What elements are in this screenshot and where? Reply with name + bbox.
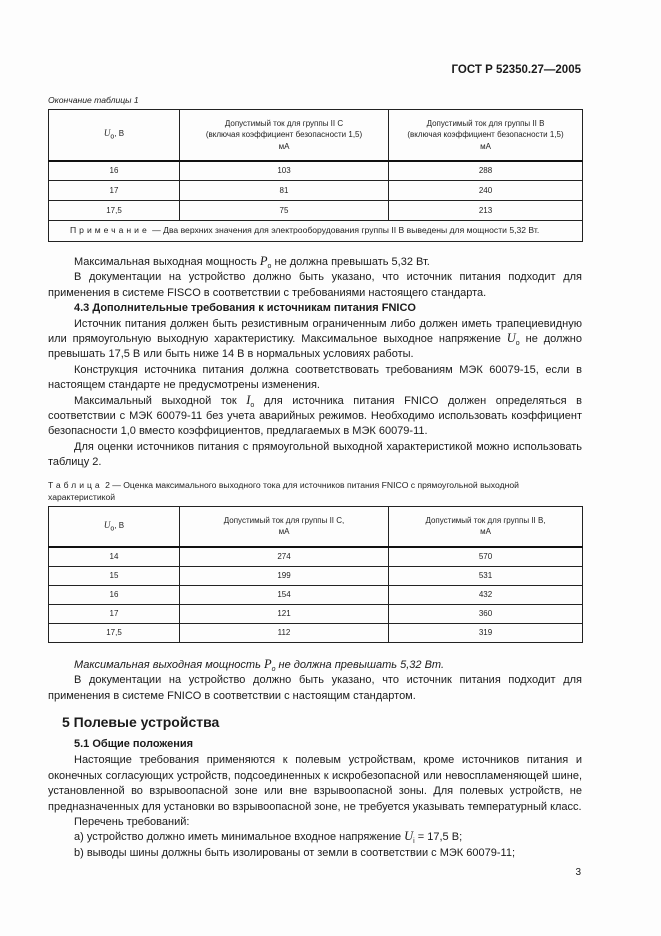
section-5-1-heading: 5.1 Общие положения <box>74 737 194 750</box>
section-4-3-heading: 4.3 Дополнительные требования к источникам питания FNICO <box>74 302 416 315</box>
paragraph: Максимальная выходная мощность $P_o$ не должна превышать 5,32 Вт. <box>74 254 430 271</box>
paragraph: Для оценки источников питания с прямоугольной выходной характеристикой можно использовать таблицу 2. <box>48 440 582 469</box>
table1-note: Примечание — Два верхних значения для электрооборудования группы II В выведены для мощности 5,32 Вт. <box>49 221 583 242</box>
table-row: 16 154 432 <box>49 585 583 604</box>
table1-header-voltage: $U_o$, В <box>49 110 180 161</box>
table-2 <box>48 506 583 643</box>
body-block-3 <box>48 737 582 861</box>
table2-caption: Таблица 2 — Оценка максимального выходного тока для источников питания FNICO с прямоугольной выходной характеристикой <box>48 479 519 502</box>
table2-header-group-iib: Допустимый ток для группы II В, мА <box>389 506 583 547</box>
paragraph: Конструкция источника питания должна соответствовать требованиям МЭК 60079-15, если в настоящем стандарте не предусмотрены изменения. <box>48 363 582 392</box>
document-header: ГОСТ Р 52350.27—2005 <box>451 64 581 76</box>
table-row: 15 199 531 <box>49 566 583 585</box>
paragraph: В документации на устройство должно быть указано, что источник питания подходит для применения в системе FNICO в соответствии с настоящим стандартом. <box>48 674 582 702</box>
paragraph: Перечень требований: <box>74 815 190 828</box>
paragraph: Источник питания должен быть резистивным ограниченным либо должен иметь трапециевидную или прямоугольную выходную характеристику. Максимальное выходное напряжение $U_o$ не должно превышать 17,5 В или быть ниже 14 В в нормальных условиях работы. <box>48 317 582 361</box>
paragraph: В документации на устройство должно быть указано, что источник питания подходит для применения в системе FISCO в соответствии с требованиями настоящего стандарта. <box>48 271 582 299</box>
paragraph: Максимальный выходной ток $I_o$ для источника питания FNICO должен определяться в соответствии с МЭК 60079-11 без учета аварийных режимов. Необходимо использовать коэффициент безопасности 1,0 вместо коэффициентов, предлагаемых в МЭК 60079-11. <box>48 392 583 438</box>
body-block-1 <box>48 255 582 471</box>
table-row: 17 121 360 <box>49 604 583 623</box>
page-number: 3 <box>575 867 581 879</box>
table-row: 16 103 288 <box>49 161 583 181</box>
paragraph: Максимальная выходная мощность $P_o$ не должна превышать 5,32 Вт. <box>74 656 444 673</box>
table1-caption: Окончание таблицы 1 <box>48 95 139 105</box>
table-1 <box>48 109 583 242</box>
list-item: b) выводы шины должны быть изолированы от земли в соответствии с МЭК 60079-11; <box>74 846 515 859</box>
table1-header-group-iic: Допустимый ток для группы II С (включая коэффициент безопасности 1,5) мА <box>180 110 389 161</box>
table-row: 17 81 240 <box>49 181 583 201</box>
list-item: a) устройство должно иметь минимальное входное напряжение $U_i = 17,5$ В; <box>74 829 463 846</box>
table-row: 17,5 75 213 <box>49 201 583 221</box>
document-page <box>48 0 583 898</box>
table2-header-voltage: $U_o$, В <box>49 506 180 547</box>
table-row: 17,5 112 319 <box>49 623 583 642</box>
body-block-2 <box>48 658 582 704</box>
paragraph: Настоящие требования применяются к полевым устройствам, кроме источников питания и оконечных согласующих устройств, подсоединенных к искробезопасной или невоспламеняющей шине, установленной во взрывоопасной зоне или вне взрывоопасной зоны. Для полевых устройств, не предназначенных для установки во взрывоопасной зоне, не требуется указывать температурный класс. <box>48 754 582 813</box>
table1-header-group-iib: Допустимый ток для группы II В (включая коэффициент безопасности 1,5) мА <box>389 110 583 161</box>
table-row: 14 274 570 <box>49 547 583 566</box>
section-5-heading: 5 Полевые устройства <box>62 713 220 730</box>
table2-header-group-iic: Допустимый ток для группы II С, мА <box>180 506 389 547</box>
